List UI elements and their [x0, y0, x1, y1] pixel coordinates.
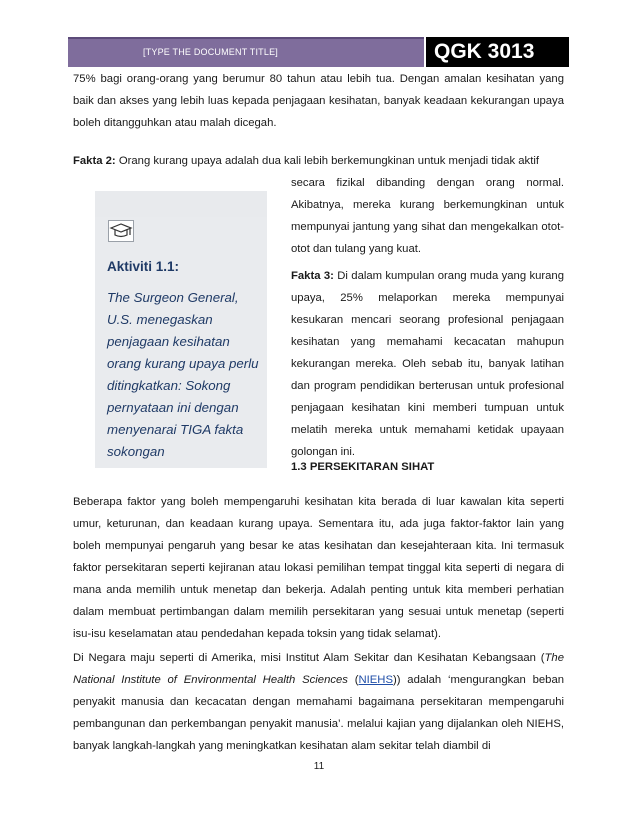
course-code: QGK 3013	[426, 37, 569, 67]
fakta-3-paragraph	[291, 265, 564, 463]
niehs-link[interactable]: NIEHS	[358, 674, 393, 686]
paragraph-environment: Beberapa faktor yang boleh mempengaruhi kesihatan kita berada di luar kawalan kita seperti umur, keturunan, dan keadaan kurang upaya. Sementara itu, ada juga faktor-faktor lain yang boleh mempunyai pengaruh yang besar ke atas kesihatan dan kesejahteraan kita. Ini termasuk faktor persekitaran seperti kejiranan atau lokasi pemilihan tempat tinggal kita seperti di negara di mana anda memilih untuk menetap dan bekerja. Adalah penting untuk kita memberi perhatian dalam membuat pertimbangan dalam memilih persekitaran yang sesuai untuk menetap (seperti isu-isu keselamatan atau pendedahan kepada toksin yang tidak selamat).	[73, 496, 564, 640]
niehs-text-c: )) adalah ‘mengurangkan beban penyakit manusia dan kecacatan dengan memahami bagaimana persekitaran mempengaruhi pembangunan dan perkembangan penyakit manusia’. melalui kajian yang dijalankan oleh NIEHS, banyak langkah-langkah yang meningkatkan kesihatan alam sekitar telah diambil di	[73, 674, 565, 752]
page-number: 11	[313, 761, 325, 772]
page-header	[68, 37, 569, 67]
niehs-institute-name: The National Institute of Environmental Health Sciences	[73, 652, 564, 686]
graduation-cap-icon	[108, 220, 134, 242]
header-band	[68, 37, 424, 67]
paragraph-intro: 75% bagi orang-orang yang berumur 80 tahun atau lebih tua. Dengan amalan kesihatan yang baik dan akses yang lebih luas kepada penjagaan kesihatan, banyak keadaan kekurangan upaya boleh ditangguhkan atau malah dicegah.	[73, 73, 564, 129]
fakta-2-continuation: secara fizikal dibanding dengan orang normal. Akibatnya, mereka kurang berkemungkinan untuk mempunyai jantung yang sihat dan mengekalkan otot-otot dan tulang yang kuat.	[291, 177, 564, 255]
fakta-2-first-line: Orang kurang upaya adalah dua kali lebih berkemungkinan untuk menjadi tidak aktif	[115, 155, 539, 167]
paragraph-niehs	[73, 647, 564, 757]
section-heading: 1.3 PERSEKITARAN SIHAT	[291, 461, 435, 473]
niehs-text-b: (	[347, 674, 359, 686]
fakta-2-label: Fakta 2:	[73, 155, 116, 167]
activity-title: Aktiviti 1.1:	[107, 259, 180, 274]
niehs-text-a: Di Negara maju seperti di Amerika, misi Institut Alam Sekitar dan Kesihatan Kebangsaan (	[73, 652, 545, 664]
fakta-3-label: Fakta 3:	[291, 270, 334, 282]
document-title-placeholder[interactable]: [TYPE THE DOCUMENT TITLE]	[142, 47, 278, 57]
fakta-3-text: Di dalam kumpulan orang muda yang kurang upaya, 25% melaporkan mereka mempunyai kesukaran mencari seorang profesional penjagaan kesihatan yang memahami kecacatan mahupun kekurangan mereka. Oleh sebab itu, banyak latihan dan program pendidikan berterusan untuk profesional penjagaan kesihatan kini memberi tumpuan untuk melatih mereka untuk memahami ketidak upayaan golongan ini.	[291, 270, 564, 458]
activity-body: The Surgeon General, U.S. menegaskan penjagaan kesihatan orang kurang upaya perlu ditingkatkan: Sokong pernyataan ini dengan menyenarai TIGA fakta sokongan	[107, 290, 259, 459]
fakta-2-line	[73, 150, 564, 172]
